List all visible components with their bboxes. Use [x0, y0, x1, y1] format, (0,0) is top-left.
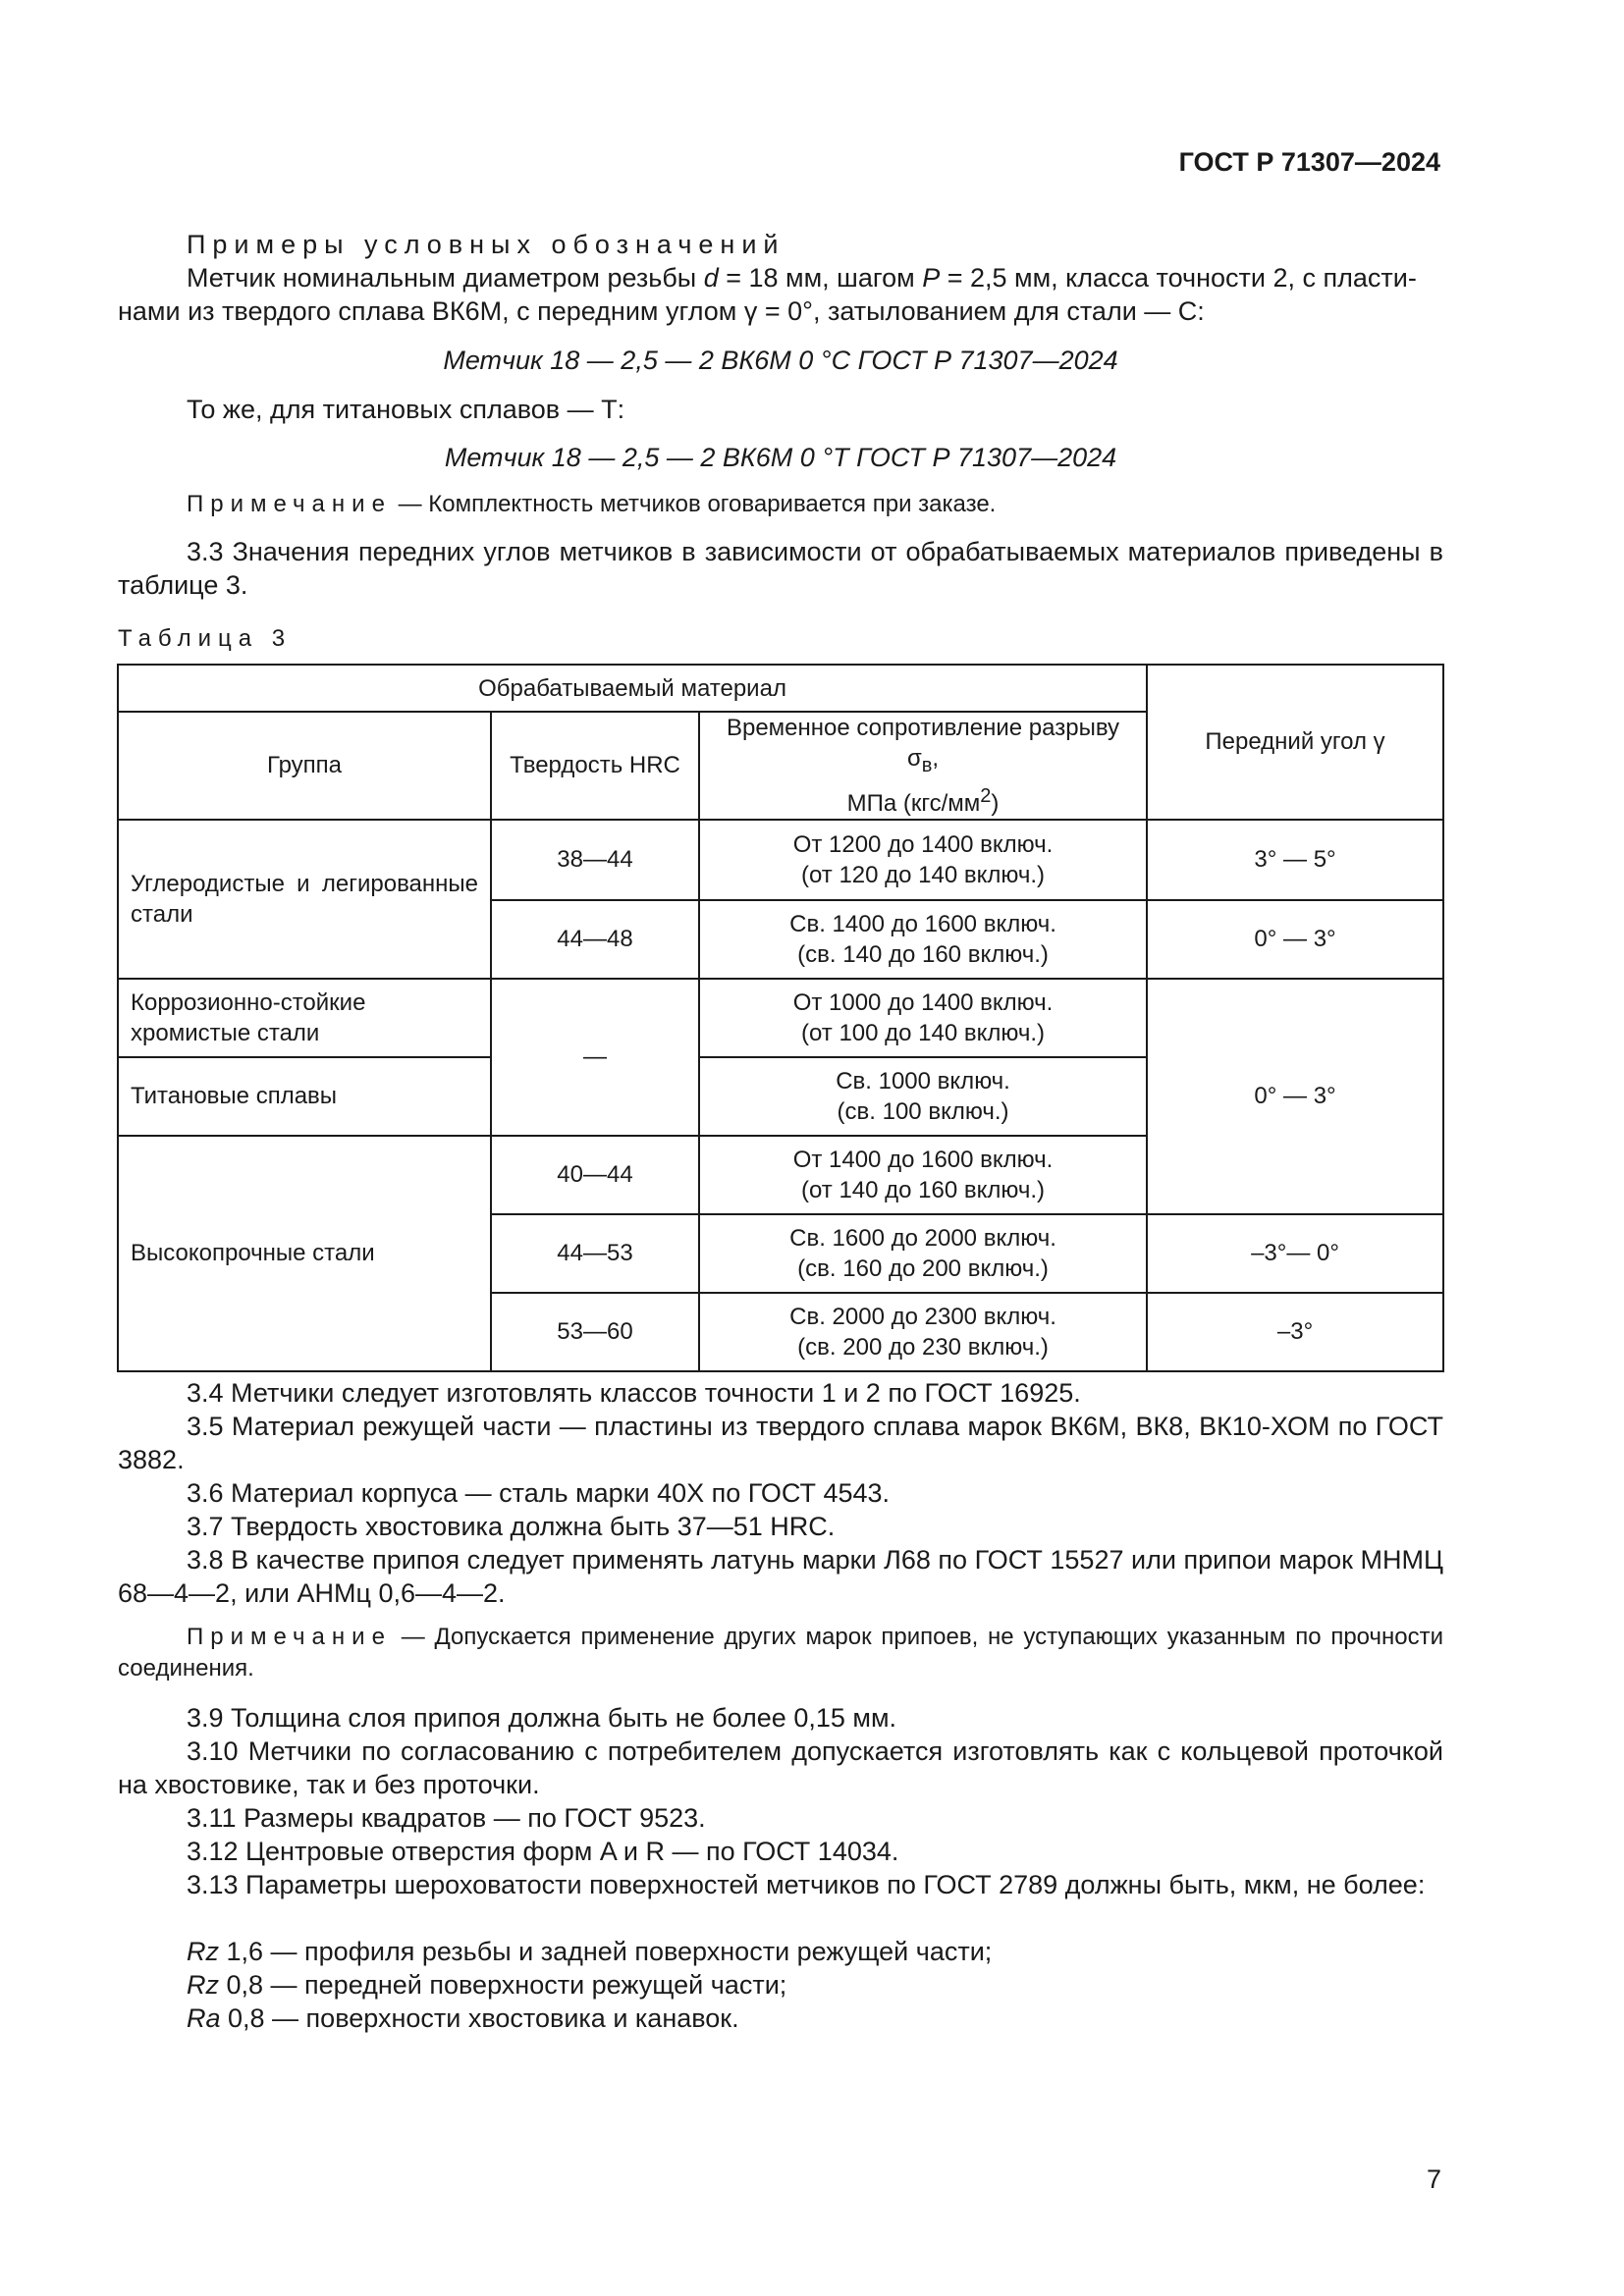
paragraph-3-4: 3.4 Метчики следует изготовлять классов точности 1 и 2 по ГОСТ 16925.	[187, 1378, 1081, 1408]
page-number: 7	[1426, 2164, 1441, 2194]
designation-example-titanium: Метчик 18 — 2,5 — 2 ВК6М 0 °Т ГОСТ Р 71307—2024	[444, 443, 1117, 472]
header-tensile-strength: Временное сопротивление разрыву $\sigma_в$, МПа $(кгс/мм^2)$	[699, 712, 1147, 820]
paragraph-3-11: 3.11 Размеры квадратов — по ГОСТ 9523.	[187, 1803, 706, 1833]
note-solder: Примечание — Допускается применение других марок припоев, не уступающих указанным по прочности соединения.	[118, 1624, 1443, 1682]
examples-heading: Примеры условных обозначений	[187, 230, 785, 259]
table-cell: 44—48	[491, 900, 699, 979]
group-high-strength-steel: Высокопрочные стали	[118, 1136, 491, 1371]
paragraph-3-13: 3.13 Параметры шероховатости поверхностей метчиков по ГОСТ 2789 должны быть, мкм, не более:	[187, 1870, 1426, 1899]
table-cell: Св. 1600 до 2000 включ. (св. 160 до 200 включ.)	[699, 1214, 1147, 1293]
table-cell: —	[491, 979, 699, 1136]
table-cell: От 1400 до 1600 включ. (от 140 до 160 включ.)	[699, 1136, 1147, 1214]
example-text-titanium: То же, для титановых сплавов — Т:	[187, 395, 625, 424]
table-cell: Св. 1000 включ. (св. 100 включ.)	[699, 1057, 1147, 1136]
example-text-line1: Метчик номинальным диаметром резьбы d = 18 мм, шагом P = 2,5 мм, класса точности 2, с пласти-	[187, 263, 1417, 293]
paragraph-3-8: 3.8 В качестве припоя следует применять латунь марки Л68 по ГОСТ 15527 или припои марок МНМЦ 68—4—2, или АНМц 0,6—4—2.	[118, 1545, 1443, 1608]
table-cell: –3°— 0°	[1147, 1214, 1443, 1293]
paragraph-3-9: 3.9 Толщина слоя припоя должна быть не более 0,15 мм.	[187, 1703, 897, 1733]
roughness-ra-0-8: Ra 0,8 — поверхности хвостовика и канавок.	[187, 2003, 739, 2033]
paragraph-3-12: 3.12 Центровые отверстия форм A и R — по ГОСТ 14034.	[187, 1837, 899, 1866]
designation-example-steel: Метчик 18 — 2,5 — 2 ВК6М 0 °С ГОСТ Р 71307—2024	[443, 346, 1118, 375]
document-header: ГОСТ Р 71307—2024	[1178, 147, 1440, 177]
table-3	[117, 664, 1444, 1372]
table-cell: Св. 1400 до 1600 включ. (св. 140 до 160 включ.)	[699, 900, 1147, 979]
group-titanium-alloys: Титановые сплавы	[118, 1057, 491, 1136]
paragraph-3-3: 3.3 Значения передних углов метчиков в зависимости от обрабатываемых материалов приведены в таблице 3.	[118, 537, 1443, 600]
group-corrosion-resistant-steel: Коррозионно-стойкие хромистые стали	[118, 979, 491, 1057]
header-material: Обрабатываемый материал	[118, 665, 1147, 712]
group-carbon-alloy-steel: Углеродистые и легированные стали	[118, 820, 491, 979]
table-cell: 40—44	[491, 1136, 699, 1214]
paragraph-3-7: 3.7 Твердость хвостовика должна быть 37—51 HRC.	[187, 1512, 836, 1541]
paragraph-3-10: 3.10 Метчики по согласованию с потребителем допускается изготовлять как с кольцевой проточкой на хвостовике, так и без проточки.	[118, 1736, 1443, 1799]
table-cell: 44—53	[491, 1214, 699, 1293]
table-cell: От 1000 до 1400 включ. (от 100 до 140 включ.)	[699, 979, 1147, 1057]
example-text-line2: нами из твердого сплава ВК6М, с передним углом γ = 0°, затылованием для стали — С:	[118, 296, 1205, 326]
table-cell: Св. 2000 до 2300 включ. (св. 200 до 230 включ.)	[699, 1293, 1147, 1371]
table-cell: –3°	[1147, 1293, 1443, 1371]
table-cell: 53—60	[491, 1293, 699, 1371]
header-group: Группа	[118, 712, 491, 820]
roughness-rz-1-6: Rz 1,6 — профиля резьбы и задней поверхности режущей части;	[187, 1937, 993, 1966]
table-cell: От 1200 до 1400 включ. (от 120 до 140 включ.)	[699, 820, 1147, 900]
table-cell: 0° — 3°	[1147, 979, 1443, 1214]
paragraph-3-5: 3.5 Материал режущей части — пластины из твердого сплава марок ВК6М, ВК8, ВК10-ХОМ по ГОСТ 3882.	[118, 1412, 1443, 1474]
header-rake-angle: Передний угол γ	[1147, 665, 1443, 820]
header-hardness: Твердость HRC	[491, 712, 699, 820]
roughness-rz-0-8: Rz 0,8 — передней поверхности режущей части;	[187, 1970, 787, 2000]
table-cell: 3° — 5°	[1147, 820, 1443, 900]
note-completeness: Примечание — Комплектность метчиков оговаривается при заказе.	[187, 491, 997, 517]
table-cell: 38—44	[491, 820, 699, 900]
table-caption: Таблица 3	[118, 625, 293, 652]
paragraph-3-6: 3.6 Материал корпуса — сталь марки 40Х по ГОСТ 4543.	[187, 1478, 891, 1508]
table-cell: 0° — 3°	[1147, 900, 1443, 979]
